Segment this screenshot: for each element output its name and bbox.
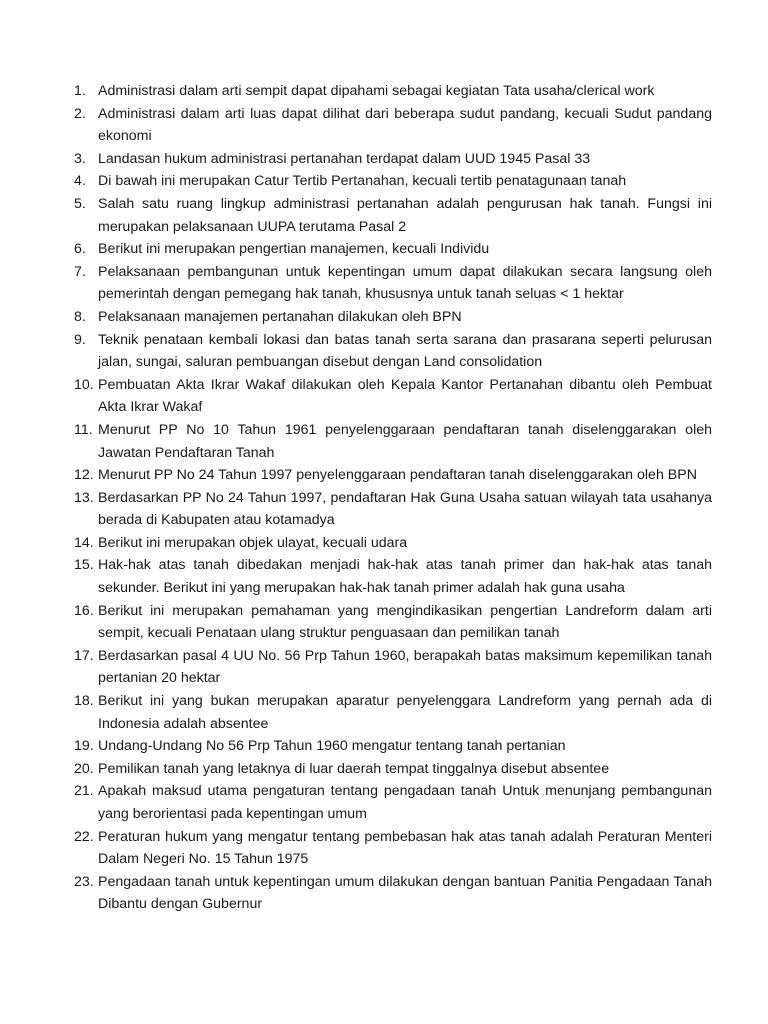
list-item xyxy=(0,600,712,645)
item-number: 20. xyxy=(74,760,94,777)
item-number: 8. xyxy=(74,308,86,325)
item-text: Hak-hak atas tanah dibedakan menjadi hak-hak atas tanah primer dan hak-hak atas tanah sekunder. Berikut ini yang merupakan hak-hak tanah primer adalah hak guna usaha xyxy=(98,557,712,597)
list-item xyxy=(0,826,712,871)
item-text: Menurut PP No 24 Tahun 1997 penyelenggaraan pendaftaran tanah diselenggarakan oleh BPN xyxy=(98,467,697,484)
item-number: 16. xyxy=(74,602,94,619)
list-item xyxy=(0,103,712,148)
list-item xyxy=(0,170,712,193)
item-text: Berikut ini yang bukan merupakan aparatur penyelenggara Landreform yang pernah ada di Indonesia adalah absentee xyxy=(98,693,712,732)
item-text: Berdasarkan PP No 24 Tahun 1997, pendaftaran Hak Guna Usaha satuan wilayah tata usahanya berada di Kabupaten atau kotamadya xyxy=(98,489,712,529)
item-text: Salah satu ruang lingkup administrasi pertanahan adalah pengurusan hak tanah. Fungsi ini merupakan pelaksanaan UUPA terutama Pasal 2 xyxy=(98,195,712,235)
item-number: 7. xyxy=(74,263,86,280)
list-item xyxy=(0,487,712,532)
item-number: 14. xyxy=(74,534,94,551)
list-item xyxy=(0,261,712,306)
item-number: 13. xyxy=(74,489,94,506)
item-number: 11. xyxy=(74,421,93,438)
list-item xyxy=(0,329,712,374)
item-number: 19. xyxy=(74,738,94,755)
item-text: Apakah maksud utama pengaturan tentang pengadaan tanah Untuk menunjang pembangunan yang berorientasi pada kepentingan umum xyxy=(98,783,712,822)
item-number: 21. xyxy=(74,783,94,800)
list-item xyxy=(0,780,712,825)
list-item xyxy=(0,690,712,735)
item-text: Berikut ini merupakan pemahaman yang mengindikasikan pengertian Landreform dalam arti sempit, kecuali Penataan ulang struktur penguasaan dan pemilikan tanah xyxy=(98,602,712,642)
item-text: Di bawah ini merupakan Catur Tertib Pertanahan, kecuali tertib penatagunaan tanah xyxy=(98,173,627,190)
list-item xyxy=(0,374,712,419)
item-number: 1. xyxy=(74,83,86,99)
list-item xyxy=(0,238,712,261)
list-item xyxy=(0,464,712,487)
list-item xyxy=(0,735,712,758)
list-item xyxy=(0,532,712,555)
item-number: 18. xyxy=(74,693,94,710)
item-number: 2. xyxy=(74,105,86,122)
item-text: Landasan hukum administrasi pertanahan terdapat dalam UUD 1945 Pasal 33 xyxy=(98,150,591,167)
list-item xyxy=(0,306,712,329)
list-item xyxy=(0,645,712,690)
item-number: 22. xyxy=(74,828,94,845)
item-number: 23. xyxy=(74,873,94,890)
item-number: 3. xyxy=(74,150,86,167)
item-text: Berikut ini merupakan objek ulayat, kecuali udara xyxy=(98,534,408,551)
item-text: Pembuatan Akta Ikrar Wakaf dilakukan oleh Kepala Kantor Pertanahan dibantu oleh Pembuat Akta Ikrar Wakaf xyxy=(98,376,712,416)
item-text: Peraturan hukum yang mengatur tentang pembebasan hak atas tanah adalah Peraturan Menteri Dalam Negeri No. 15 Tahun 1975 xyxy=(98,828,712,868)
item-text: Administrasi dalam arti sempit dapat dipahami sebagai kegiatan Tata usaha/clerical work xyxy=(98,83,655,99)
list-item xyxy=(0,80,712,103)
item-number: 9. xyxy=(74,331,86,348)
item-text: Administrasi dalam arti luas dapat dilihat dari beberapa sudut pandang, kecuali Sudut pandang ekonomi xyxy=(98,105,712,145)
list-item xyxy=(0,148,712,171)
item-number: 12. xyxy=(74,467,94,484)
item-number: 4. xyxy=(74,173,86,190)
item-text: Pelaksanaan manajemen pertanahan dilakukan oleh BPN xyxy=(98,308,462,325)
item-text: Berdasarkan pasal 4 UU No. 56 Prp Tahun 1960, berapakah batas maksimum kepemilikan tanah pertanian 20 hektar xyxy=(98,647,712,687)
item-text: Pengadaan tanah untuk kepentingan umum dilakukan dengan bantuan Panitia Pengadaan Tanah Dibantu dengan Gubernur xyxy=(98,873,712,913)
list-item xyxy=(0,758,712,781)
item-number: 10. xyxy=(74,376,94,393)
item-text: Pemilikan tanah yang letaknya di luar daerah tempat tinggalnya disebut absentee xyxy=(98,760,610,777)
list-item xyxy=(0,193,712,238)
item-number: 6. xyxy=(74,241,86,258)
item-text: Teknik penataan kembali lokasi dan batas tanah serta sarana dan prasarana seperti pelurusan jalan, sungai, saluran pembuangan disebut dengan Land consolidation xyxy=(98,331,712,371)
item-number: 17. xyxy=(74,647,94,664)
item-number: 5. xyxy=(74,195,86,212)
list-item xyxy=(0,554,712,599)
list-item xyxy=(0,871,712,916)
item-text: Pelaksanaan pembangunan untuk kepentingan umum dapat dilakukan secara langsung oleh pemerintah dengan pemegang hak tanah, khususnya untuk tanah seluas < 1 hektar xyxy=(98,263,712,303)
item-text: Undang-Undang No 56 Prp Tahun 1960 mengatur tentang tanah pertanian xyxy=(98,738,566,755)
item-text: Berikut ini merupakan pengertian manajemen, kecuali Individu xyxy=(98,241,490,258)
list-item xyxy=(0,419,712,464)
item-text: Menurut PP No 10 Tahun 1961 penyelenggaraan pendaftaran tanah diselenggarakan oleh Jawatan Pendaftaran Tanah xyxy=(98,421,712,461)
item-number: 15. xyxy=(74,557,94,574)
document-page xyxy=(0,80,768,916)
